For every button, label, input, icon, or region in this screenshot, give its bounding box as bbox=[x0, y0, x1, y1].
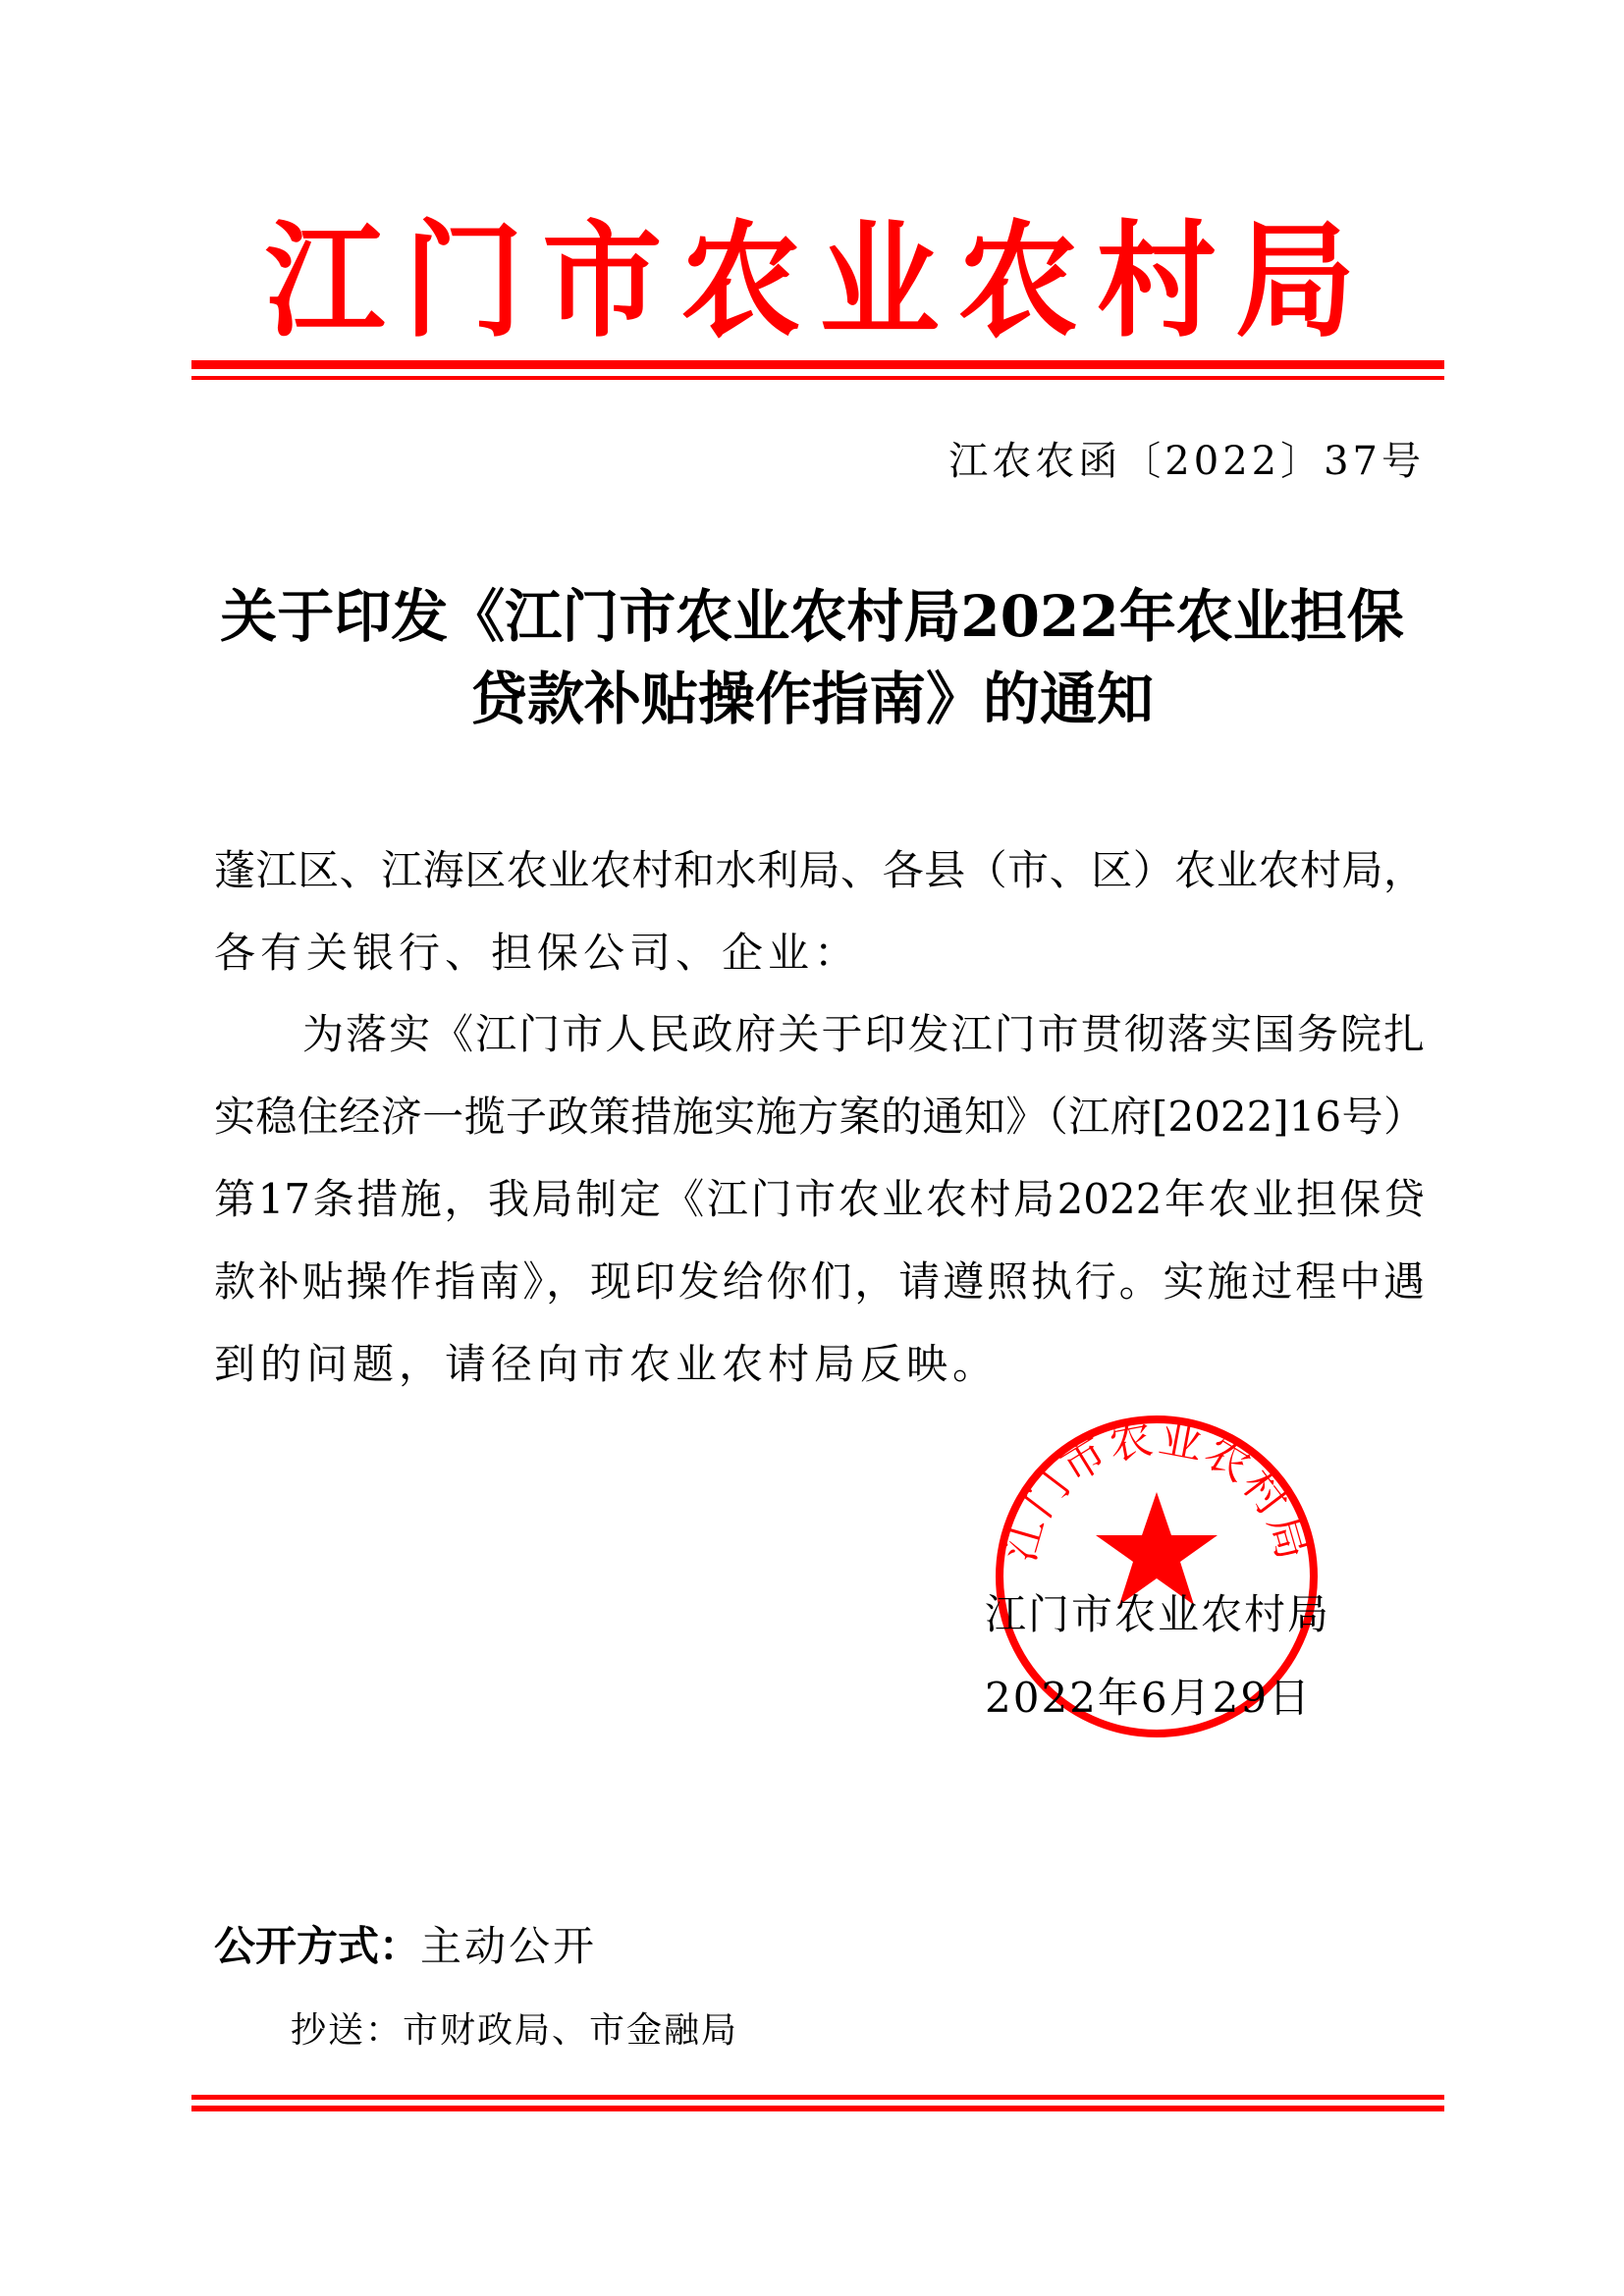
disclosure-value: 主动公开 bbox=[420, 1922, 598, 1970]
org-char: 业 bbox=[819, 205, 940, 354]
title-line-2: 贷款补贴操作指南》的通知 bbox=[469, 666, 1154, 732]
cc-value: 市财政局、市金融局 bbox=[403, 2010, 739, 2051]
recipients-line-2: 各有关银行、担保公司、企业： bbox=[214, 929, 861, 977]
header-divider-thin bbox=[191, 376, 1444, 380]
document-title bbox=[196, 575, 1428, 740]
body-line: 款补贴操作指南》，现印发给你们，请遵照执行。实施过程中遇 bbox=[214, 1257, 1425, 1306]
org-char: 局 bbox=[1234, 205, 1355, 354]
organization-heading bbox=[265, 198, 1355, 354]
org-char: 农 bbox=[957, 205, 1078, 354]
cc bbox=[291, 2002, 738, 2053]
cc-label: 抄送： bbox=[291, 2010, 404, 2051]
org-char: 江 bbox=[265, 205, 385, 354]
body-line: 到的问题，请径向市农业农村局反映。 bbox=[214, 1340, 1000, 1388]
body-line: 第17条措施，我局制定《江门市农业农村局2022年农业担保贷 bbox=[214, 1175, 1425, 1223]
disclosure-label: 公开方式： bbox=[214, 1922, 421, 1970]
org-char: 市 bbox=[542, 205, 663, 354]
body-line: 实稳住经济一揽子政策措施实施方案的通知》（江府[2022]16号） bbox=[214, 1093, 1425, 1141]
signature-organization: 江门市农业农村局 bbox=[985, 1590, 1331, 1638]
footer-divider-bottom bbox=[191, 2106, 1444, 2111]
title-line-1: 关于印发《江门市农业农村局2022年农业担保 bbox=[220, 583, 1404, 650]
org-char: 村 bbox=[1096, 205, 1217, 354]
header-divider-thick bbox=[191, 360, 1444, 369]
org-char: 农 bbox=[680, 205, 801, 354]
org-char: 门 bbox=[404, 205, 524, 354]
seal-text: 江门市农业农村局 bbox=[995, 1414, 1319, 1568]
document-number: 江农农函〔2022〕37号 bbox=[948, 439, 1425, 484]
body-line: 为落实《江门市人民政府关于印发江门市贯彻落实国务院扎 bbox=[302, 1010, 1425, 1058]
disclosure bbox=[214, 1914, 597, 1973]
footer-divider-top bbox=[191, 2095, 1444, 2100]
signature-date: 2022年6月29日 bbox=[985, 1674, 1313, 1722]
recipients-line-1: 蓬江区、江海区农业农村和水利局、各县（市、区）农业农村局， bbox=[214, 846, 1425, 894]
